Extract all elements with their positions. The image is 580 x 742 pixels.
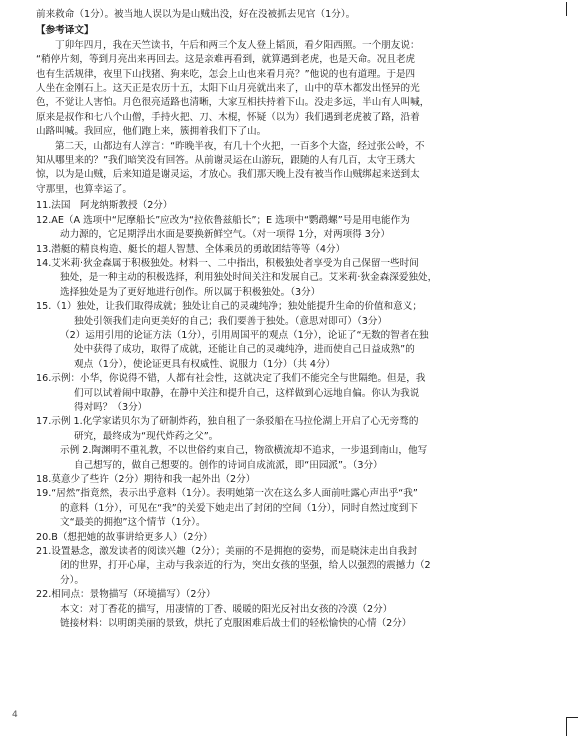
text-line: 惊，以为是山贼，后来知道是谢灵运，才放心。我们那天晚上没有被当作山贼绑起来送到太 [36,169,420,181]
text-line: 前来救命（1分）。被当地人误以为是山贼出没，好在没被抓去见官（1分）。 [36,9,356,20]
text-line: 本文：对丁香花的描写，用凄情的丁香、暖暖的阳光反衬出女孩的冷漠（2分） [60,603,393,615]
answer-13: 13.潜艇的精良构造、艇长的超人智慧、全体乘员的勇敢团结等等（4分） [36,243,346,255]
text-line: 守那里，也算幸运了。 [36,183,132,195]
text-line: 得对吗？（3分） [74,401,148,413]
answer-18: 18.莫意少了些许（2分）期待和我一起外出（2分） [36,474,256,485]
text-line: 的意料（1分），可见在“我”的关爱下她走出了封闭的空间（1分），同时自然过度到下 [60,502,418,514]
text-line: （2）运用引用的论证方法（1分），引用周国平的观点（1分），论证了“无数的智者在独 [60,329,429,341]
answer-11: 11.法国 阿龙纳斯教授（2分） [36,200,173,212]
text-line: 山路叫喊。我回应，他们跑上来，簇拥着我们下了山。 [36,126,267,138]
text-line: 选择独处是为了更好地进行创作。所以属于积极独处。（3分） [60,286,321,298]
answer-21: 21.设置悬念，激发读者的阅读兴趣（2分）；美丽的不是拥抱的姿势，而是晓沫走出自我封 [36,546,418,558]
text-line: 原来是叔作和七八个山僧，手持火把、刀、木棍，怀疑（以为）我们遇到老虎被了路，沿着 [36,111,420,123]
text-line: 知从哪里来的？”我们暗笑没有回答。从前谢灵运在山游玩，跟随的人有几百，太守王琇大 [36,155,416,167]
text-line: 独处，是一种主动的积极选择，利用独处时间关注和发展自己。艾米莉·狄金森深爱独处， [60,272,438,284]
text-line: 也有生活规律，夜里下山找猪、狗来吃，怎会上山也来看月亮？”他说的也有道理。于是四 [36,68,416,80]
text-line: 示例 2.陶渊明不重礼教，不以世俗约束自己，物欲横流却不追求，一步退到南山，他写 [60,445,428,457]
text-line: 第二天，山都边有人淳言：“昨晚半夜，有几十个火把，一百多个大盗，经过张公岭，不 [55,140,425,152]
crop-mark-top [566,2,577,16]
answer-19: 19.“居然”指竟然，表示出乎意料（1分）。表明她第一次在这么多人面前吐露心声出乎“我” [36,488,418,500]
text-line: 处中获得了成功，取得了成就，还能让自己的灵魂纯净，进而使自己日益成熟”的 [74,344,415,356]
answer-16: 16.示例：小华，你说得不错，人都有社会性，这就决定了我们不能完全与世隔绝。但是，我 [36,373,426,385]
answer-17: 17.示例 1.化学家诺贝尔为了研制炸药，独自租了一条驳船在马拉伦湖上开启了心无旁骛的 [36,416,419,428]
text-line: 色，不觉让人害怕。月色很亮适路也清晰，大家互相扶持着下山。没走多远，半山有人叫喊， [36,97,430,109]
text-line: 们可以试着闹中取静，在静中关注和提升自己，这样做到心远地自偏。你认为我说 [74,387,420,399]
answer-22: 22.相同点：景物描写（环境描写）（2分） [36,589,216,601]
answer-12: 12.AE（A 选项中“尼摩船长”应改为“拉依鲁兹船长”；E 选项中“鹦鹉螺”号是用电能作为 [36,214,410,226]
text-line: 人坐在金刚石上。这天正是农历十五，太阳下山月亮就出来了，山中的草木都发出怪异的光 [36,83,420,95]
answer-14: 14.艾米莉·狄金森属于积极独处。材料一、二中指出，积极独处者享受为自己保留一些时间 [36,257,419,269]
text-line: 独处引领我们走向更美好的自己；我们要善于独处。（意思对即可）（3分） [74,315,388,327]
crop-mark-bottom-vertical [566,718,577,736]
page-number: 4 [12,710,18,720]
text-line: 观点（1分），使论证更具有权威性、说服力（1分）（共 4分） [74,358,336,370]
text-line: 研究，最终成为“现代炸药之父”。 [74,430,219,442]
text-line: “稍停片刻，等到月亮出来再回去。这是亲难再看到，就算遇到老虎，也是天命。况且老虎 [36,54,416,66]
text-line: 闭的世界，打开心扉，主动与我亲近的行为，突出女孩的坚强，给人以强烈的震撼力（2 [60,560,431,572]
text-line: 分）。 [60,574,84,586]
section-heading-translation: 【参考译文】 [36,25,94,37]
answer-content [36,8,558,631]
text-line: 文“最美的拥抱”这个情节（1分）。 [60,517,206,529]
answer-20: 20.B（想把她的故事讲给更多人）（2分） [36,531,213,543]
text-line: 链接材料：以明朗美丽的景致，烘托了克服困难后战士们的轻松愉快的心情（2分） [60,618,412,630]
answer-15: 15.（1）独处，让我们取得成就；独处让自己的灵魂纯净；独处能提升生命的价值和意义； [36,301,422,313]
text-line: 动力源的，它足期浮出水面是要换新鲜空气。（对一项得 1分，对两项得 3分） [60,229,391,241]
text-line: 自己想写的，做自己想要的。创作的诗词自成流派，即“田园派”。（3分） [74,459,383,471]
text-line: 丁卯年四月，我在天竺读书，午后和两三个友人登上韬顶，看夕阳西照。一个朋友说： [55,39,420,51]
